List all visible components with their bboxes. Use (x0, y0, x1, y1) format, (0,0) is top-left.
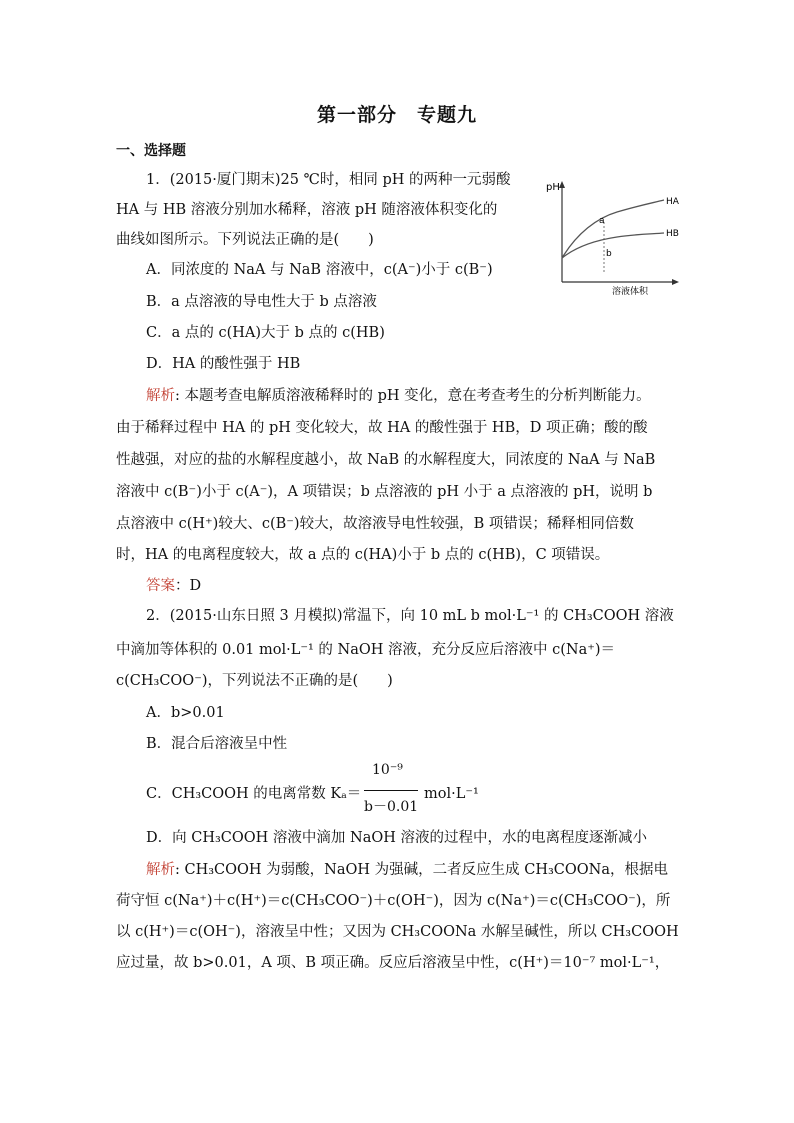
y-axis-label: pH (546, 182, 560, 193)
q1-analysis-line-1 (146, 386, 651, 406)
ph-dilution-chart (542, 178, 682, 296)
q2-option-a: A．b>0.01 (146, 705, 225, 721)
y-axis-arrow-icon (559, 181, 565, 188)
point-label-b: b (606, 249, 612, 259)
q1-analysis-line-3: 性越强，对应的盐的水解程度越小，故 NaB 的水解程度大，同浓度的 NaA 与 NaB (116, 452, 656, 468)
q1-line-1: 1．(2015·厦门期末)25 ℃时，相同 pH 的两种一元弱酸 (146, 172, 511, 188)
q2-line-1: 2．(2015·山东日照 3 月模拟)常温下，向 10 mL b mol·L⁻¹ 的 CH₃COOH 溶液 (146, 608, 674, 624)
x-axis-arrow-icon (672, 279, 679, 285)
q2-option-d: D．向 CH₃COOH 溶液中滴加 NaOH 溶液的过程中，水的电离程度逐渐减小 (146, 830, 647, 846)
q2-analysis-line-2: 荷守恒 c(Na⁺)＋c(H⁺)＝c(CH₃COO⁻)＋c(OH⁻)，因为 c(Na⁺)＝c(CH₃COO⁻)，所 (116, 893, 671, 909)
q1-analysis-text: : 本题考查电解质溶液稀释时的 pH 变化，意在考查考生的分析判断能力。 (175, 388, 651, 404)
q2-line-3: c(CH₃COO⁻)，下列说法不正确的是( ) (116, 673, 393, 689)
q1-line-3: 曲线如图所示。下列说法正确的是( ) (116, 232, 374, 248)
q1-line-2: HA 与 HB 溶液分别加水稀释，溶液 pH 随溶液体积变化的 (116, 202, 498, 218)
section-heading: 一、选择题 (116, 143, 186, 159)
q2-option-b: B．混合后溶液呈中性 (146, 736, 288, 752)
series-line-ha (562, 200, 664, 258)
q1-answer-line (146, 576, 201, 596)
q2-analysis-label: 解析 (146, 862, 175, 878)
q2-option-c-prefix: C．CH₃COOH 的电离常数 Kₐ＝ (146, 786, 362, 802)
q2-analysis-text: : CH₃COOH 为弱酸，NaOH 为强碱，二者反应生成 CH₃COONa，根据电 (175, 862, 669, 878)
q1-option-c: C．a 点的 c(HA)大于 b 点的 c(HB) (146, 325, 385, 341)
point-label-a: a (599, 216, 605, 226)
q1-analysis-line-2: 由于稀释过程中 HA 的 pH 变化较大，故 HA 的酸性强于 HB，D 项正确；酸的酸 (116, 420, 648, 436)
q2-analysis-line-3: 以 c(H⁺)＝c(OH⁻)，溶液呈中性；又因为 CH₃COONa 水解呈碱性，所以 CH₃COOH (116, 924, 679, 940)
q1-option-a: A．同浓度的 NaA 与 NaB 溶液中，c(A⁻)小于 c(B⁻) (146, 262, 493, 278)
page-title: 第一部分 专题九 (316, 104, 477, 126)
q1-option-b: B．a 点溶液的导电性大于 b 点溶液 (146, 294, 377, 310)
x-axis-label: 溶液体积 (612, 287, 649, 296)
q1-analysis-line-5: 点溶液中 c(H⁺)较大、c(B⁻)较大，故溶液导电性较强，B 项错误；稀释相同倍数 (116, 516, 634, 532)
q2-option-c-numerator: 10⁻⁹ (372, 762, 403, 778)
q2-analysis-line-1 (146, 860, 668, 880)
q2-analysis-line-4: 应过量，故 b>0.01，A 项、B 项正确。反应后溶液呈中性，c(H⁺)＝10⁻⁷ mol·L⁻¹， (116, 955, 670, 971)
series-label-ha: HA (666, 197, 679, 207)
q1-option-d: D．HA 的酸性强于 HB (146, 356, 301, 372)
q2-line-2: 中滴加等体积的 0.01 mol·L⁻¹ 的 NaOH 溶液，充分反应后溶液中 c(Na⁺)＝ (116, 642, 616, 658)
q2-option-c-unit: mol·L⁻¹ (424, 786, 479, 802)
q1-answer-value: ：D (175, 578, 202, 594)
q1-analysis-line-4: 溶液中 c(B⁻)小于 c(A⁻)，A 项错误；b 点溶液的 pH 小于 a 点溶液的 pH，说明 b (116, 484, 653, 500)
q1-analysis-label: 解析 (146, 388, 175, 404)
fraction-bar (364, 790, 418, 791)
q2-option-c-denominator: b－0.01 (364, 799, 419, 815)
q1-answer-label: 答案 (146, 578, 175, 594)
q1-analysis-line-6: 时，HA 的电离程度较大，故 a 点的 c(HA)小于 b 点的 c(HB)，C 项错误。 (116, 547, 610, 563)
series-label-hb: HB (666, 229, 679, 239)
